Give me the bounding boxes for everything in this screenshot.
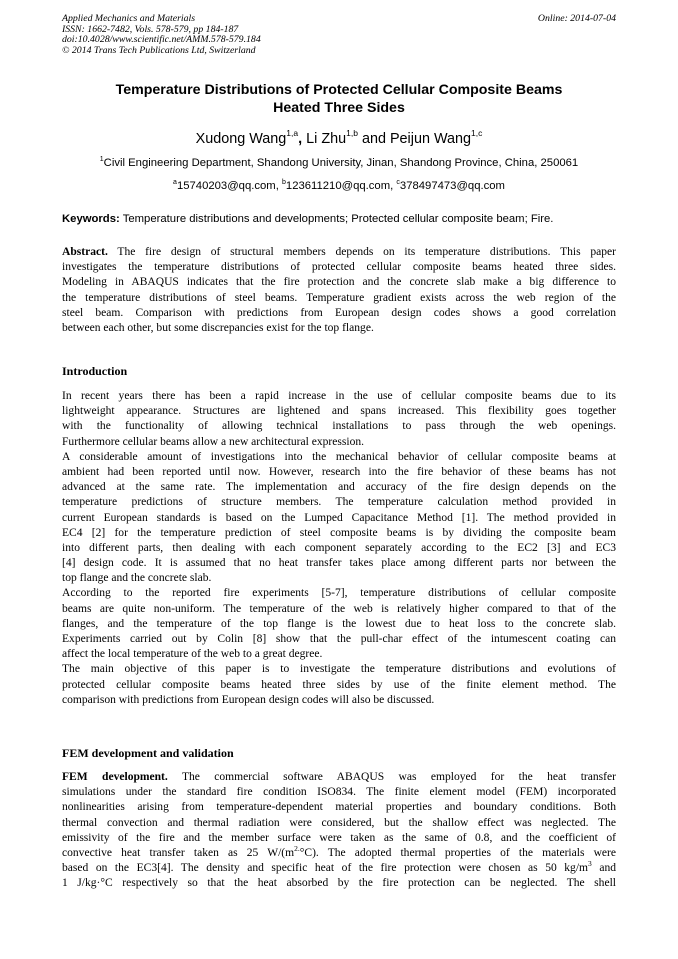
abstract <box>62 245 616 336</box>
affiliation-text: Civil Engineering Department, Shandong University, Jinan, Shandong Province, China, 250061 <box>103 157 579 169</box>
email-a: 15740203@qq.com, <box>176 180 282 192</box>
paragraph-line: simulations under the standard fire condition ISO834. The finite element model (FEM) incorporated <box>62 786 616 799</box>
abstract-line: steel beam. Comparison with predictions from European design codes shows a good correlation <box>62 306 616 319</box>
email-superscript: a <box>173 179 177 186</box>
paragraph-line: thermal convection and thermal radiation were considered, but the shallow effect was neglected. The <box>62 816 616 829</box>
journal-issn: ISSN: 1662-7482, Vols. 578-579, pp 184-187 <box>62 23 239 35</box>
paragraph-line: temperature predictions of structure members. The temperature calculation method provided in <box>62 496 616 509</box>
keywords <box>62 212 616 226</box>
paragraph-line: top flange and the concrete slab. <box>62 572 212 585</box>
unit-superscript: 3 <box>588 861 592 869</box>
paragraph-line: current European standards is based on the Lumped Capacitance Method [1]. The method provided in <box>62 511 616 524</box>
paragraph-line: ambient had been reported until now. However, research into the fire behavior of these beams has not <box>62 465 616 478</box>
paragraph-text: The commercial software ABAQUS was employed for the heat transfer <box>167 771 616 783</box>
paragraph-line: In recent years there has been a rapid increase in the use of cellular composite beams due to its <box>62 390 616 402</box>
paragraph-line: According to the reported fire experiments [5-7], temperature distributions of cellular composite <box>62 587 616 600</box>
author-superscript: 1,c <box>471 128 483 138</box>
keywords-text: Temperature distributions and developments; Protected cellular composite beam; Fire. <box>119 213 554 225</box>
paragraph-text: convective heat transfer taken as 25 W/(m <box>62 846 295 859</box>
paragraph-line <box>62 861 616 876</box>
paragraph-line: [4] design code. It is assumed that no heat transfer takes place among different parts nor between the <box>62 557 616 570</box>
paragraph-line: 1 J/kg·°C respectively so that the heat absorbed by the fire protection can be neglected. The shell <box>62 877 616 890</box>
title-line-2: Heated Three Sides <box>273 99 405 116</box>
paragraph-line: EC4 [2] for the temperature prediction of steel composite beams is by dividing the composite beam <box>62 526 616 539</box>
title-line-1: Temperature Distributions of Protected Cellular Composite Beams <box>115 82 563 98</box>
paragraph-text: °C). The adopted thermal properties of the materials were <box>299 846 616 859</box>
paragraph-line: with the functionality of allowing technical installations to pass through the web openings. <box>62 420 616 433</box>
fem-body <box>62 770 616 892</box>
section-heading-fem: FEM development and validation <box>62 746 234 760</box>
journal-doi: doi:10.4028/www.scientific.net/AMM.578-579.184 <box>62 34 261 46</box>
email-b: 123611210@qq.com, <box>285 180 397 192</box>
abstract-line: Modeling in ABAQUS indicates that the fire protection and the concrete slab make a big difference to <box>62 276 616 289</box>
author-name: Li Zhu <box>302 131 347 147</box>
abstract-text: The fire design of structural members depends on its temperature distributions. This paper <box>107 246 616 258</box>
paragraph-line <box>62 846 616 861</box>
subsection-label: FEM development. <box>62 771 168 783</box>
abstract-line <box>62 245 616 260</box>
introduction-body <box>62 389 616 708</box>
abstract-label: Abstract. <box>62 246 108 258</box>
journal-header <box>62 14 261 56</box>
paragraph-line: advanced at the same rate. The implementation and accuracy of the fire design depends on the <box>62 481 616 494</box>
paragraph-text: and <box>591 862 616 875</box>
section-heading-introduction: Introduction <box>62 364 128 378</box>
author-name: Xudong Wang <box>195 131 287 147</box>
paragraph-text: based on the EC3[4]. The density and specific heat of the fire protection were chosen as 50 kg/m <box>62 862 589 875</box>
author-superscript: 1,a <box>286 128 299 138</box>
paragraph-line: A considerable amount of investigations into the mechanical behavior of cellular composite beams at <box>62 450 616 463</box>
abstract-line: the temperature distributions of steel beams. Temperature gradient exists across the web region of the <box>62 291 616 304</box>
affiliation <box>62 156 616 170</box>
author-emails <box>62 179 616 193</box>
paragraph-line: protected cellular composite beams heated three sides by use of the finite element method. The <box>62 678 616 691</box>
author-separator: , <box>298 131 303 147</box>
abstract-line: between each other, but some discrepancies exist for the top flange. <box>62 321 374 334</box>
online-date: Online: 2014-07-04 <box>537 13 616 24</box>
email-superscript: b <box>282 179 286 186</box>
unit-superscript: 2. <box>294 845 300 853</box>
paragraph-line: nonlinearities arising from temperature-dependent material properties and boundary conditions. Both <box>62 801 616 814</box>
paragraph-line: emissivity of the fire and the member surface were taken as the same of 0.8, and the coefficient of <box>62 831 616 844</box>
paragraph-line: The main objective of this paper is to investigate the temperature distributions and evolutions of <box>62 663 616 676</box>
journal-copyright: © 2014 Trans Tech Publications Ltd, Switzerland <box>62 44 256 56</box>
paragraph-line: into different parts, then dealing with each component separately according to the EC2 [3] and EC3 <box>62 541 616 554</box>
email-c: 378497473@qq.com <box>399 180 505 192</box>
paragraph-line: beams are quite non-uniform. The temperature of the web is relatively higher compared to that of the <box>62 602 616 615</box>
paragraph-line: Experiments carried out by Colin [8] show that the pull-char effect of the intumescent coating can <box>62 633 616 645</box>
author-superscript: 1,b <box>346 128 358 138</box>
email-superscript: c <box>396 179 400 186</box>
author-name: and Peijun Wang <box>357 131 472 147</box>
paragraph-line <box>62 770 616 785</box>
paragraph-line: Furthermore cellular beams allow a new architectural expression. <box>62 435 365 448</box>
paragraph-line: lightweight appearance. Structures are lightened and spans increased. This flexibility goes together <box>62 405 616 418</box>
paragraph-line: flanges, and the temperature of the top flange is the lowest due to heat loss to the concrete slab. <box>62 617 616 630</box>
affiliation-superscript: 1 <box>99 156 104 163</box>
paper-title <box>62 82 616 117</box>
paragraph-line: affect the local temperature of the web to a great degree. <box>62 648 323 661</box>
keywords-label: Keywords: <box>62 213 120 225</box>
abstract-line: investigates the temperature distributions of protected cellular composite beams heated three sides. <box>62 261 616 274</box>
author-list <box>62 130 616 148</box>
paragraph-line: comparison with predictions from European design codes will also be discussed. <box>62 693 435 706</box>
journal-name: Applied Mechanics and Materials <box>62 13 196 24</box>
